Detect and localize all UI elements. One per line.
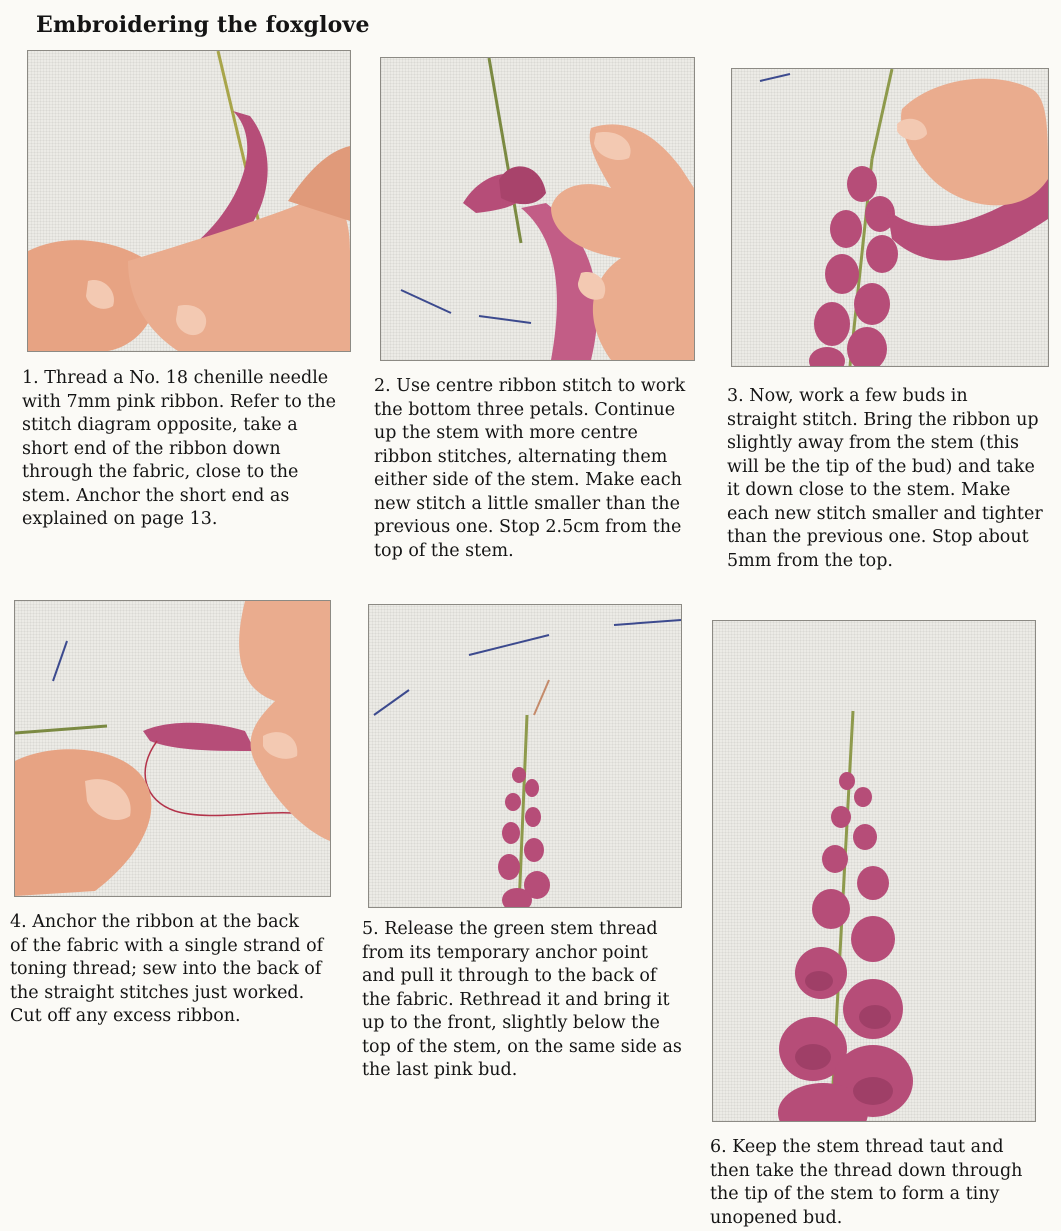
caption-line: than the previous one. Stop about: [727, 527, 1029, 547]
caption-line: from its temporary anchor point: [362, 942, 648, 963]
step-1-caption: [22, 367, 336, 532]
caption-line: 1. Thread a No. 18 chenille needle: [22, 368, 329, 388]
caption-line: new stitch a little smaller than the: [374, 493, 680, 514]
caption-line: with 7mm pink ribbon. Refer to the: [22, 391, 336, 412]
step-4-illustration: [15, 601, 330, 896]
caption-line: ribbon stitches, alternating them: [374, 446, 668, 467]
caption-line: Cut off any excess ribbon.: [10, 1006, 241, 1026]
step-3-illustration: [732, 69, 1048, 366]
caption-line: will be the tip of the bud) and take: [727, 456, 1035, 477]
caption-line: explained on page 13.: [22, 509, 218, 529]
caption-line: stitch diagram opposite, take a: [22, 415, 298, 435]
caption-line: 5mm from the top.: [727, 550, 893, 571]
caption-line: stem. Anchor the short end as: [22, 485, 290, 506]
caption-line: then take the thread down through: [710, 1160, 1023, 1181]
caption-line: unopened bud.: [710, 1207, 843, 1228]
caption-line: 4. Anchor the ribbon at the back: [10, 912, 299, 932]
caption-line: up the stem with more centre: [374, 423, 638, 443]
caption-line: toning thread; sew into the back of: [10, 959, 322, 979]
step-2-caption: [374, 375, 685, 563]
caption-line: short end of the ribbon down: [22, 438, 281, 459]
caption-line: it down close to the stem. Make: [727, 480, 1011, 500]
step-3-photo: [731, 68, 1049, 367]
caption-line: 6. Keep the stem thread taut and: [710, 1137, 1004, 1157]
caption-line: top of the stem.: [374, 540, 514, 561]
caption-line: the straight stitches just worked.: [10, 982, 305, 1003]
step-4-photo: [14, 600, 331, 897]
step-5-illustration: [369, 605, 681, 907]
caption-line: straight stitch. Bring the ribbon up: [727, 409, 1039, 430]
caption-line: each new stitch smaller and tighter: [727, 503, 1043, 524]
caption-line: through the fabric, close to the: [22, 462, 299, 482]
caption-line: up to the front, slightly below the: [362, 1013, 660, 1033]
step-1-photo: [27, 50, 351, 352]
step-6-caption: [710, 1136, 1022, 1230]
caption-line: of the fabric with a single strand of: [10, 935, 324, 956]
caption-line: the last pink bud.: [362, 1060, 518, 1080]
step-2-photo: [380, 57, 695, 361]
caption-line: and pull it through to the back of: [362, 966, 657, 986]
step-2-illustration: [381, 58, 694, 360]
caption-line: previous one. Stop 2.5cm from the: [374, 517, 682, 537]
step-4-caption: [10, 911, 323, 1029]
step-6-illustration: [713, 621, 1035, 1121]
caption-line: 2. Use centre ribbon stitch to work: [374, 376, 686, 396]
caption-line: slightly away from the stem (this: [727, 433, 1020, 453]
caption-line: either side of the stem. Make each: [374, 470, 682, 490]
step-5-photo: [368, 604, 682, 908]
page-title: Embroidering the foxglove: [36, 12, 370, 38]
step-5-caption: [362, 918, 682, 1083]
caption-line: the fabric. Rethread it and bring it: [362, 989, 670, 1010]
caption-line: top of the stem, on the same side as: [362, 1036, 682, 1057]
step-3-caption: [727, 385, 1043, 573]
caption-line: 5. Release the green stem thread: [362, 919, 658, 939]
step-1-illustration: [28, 51, 350, 351]
caption-line: the tip of the stem to form a tiny: [710, 1184, 1000, 1204]
caption-line: 3. Now, work a few buds in: [727, 386, 968, 406]
step-6-photo: [712, 620, 1036, 1122]
caption-line: the bottom three petals. Continue: [374, 399, 676, 420]
